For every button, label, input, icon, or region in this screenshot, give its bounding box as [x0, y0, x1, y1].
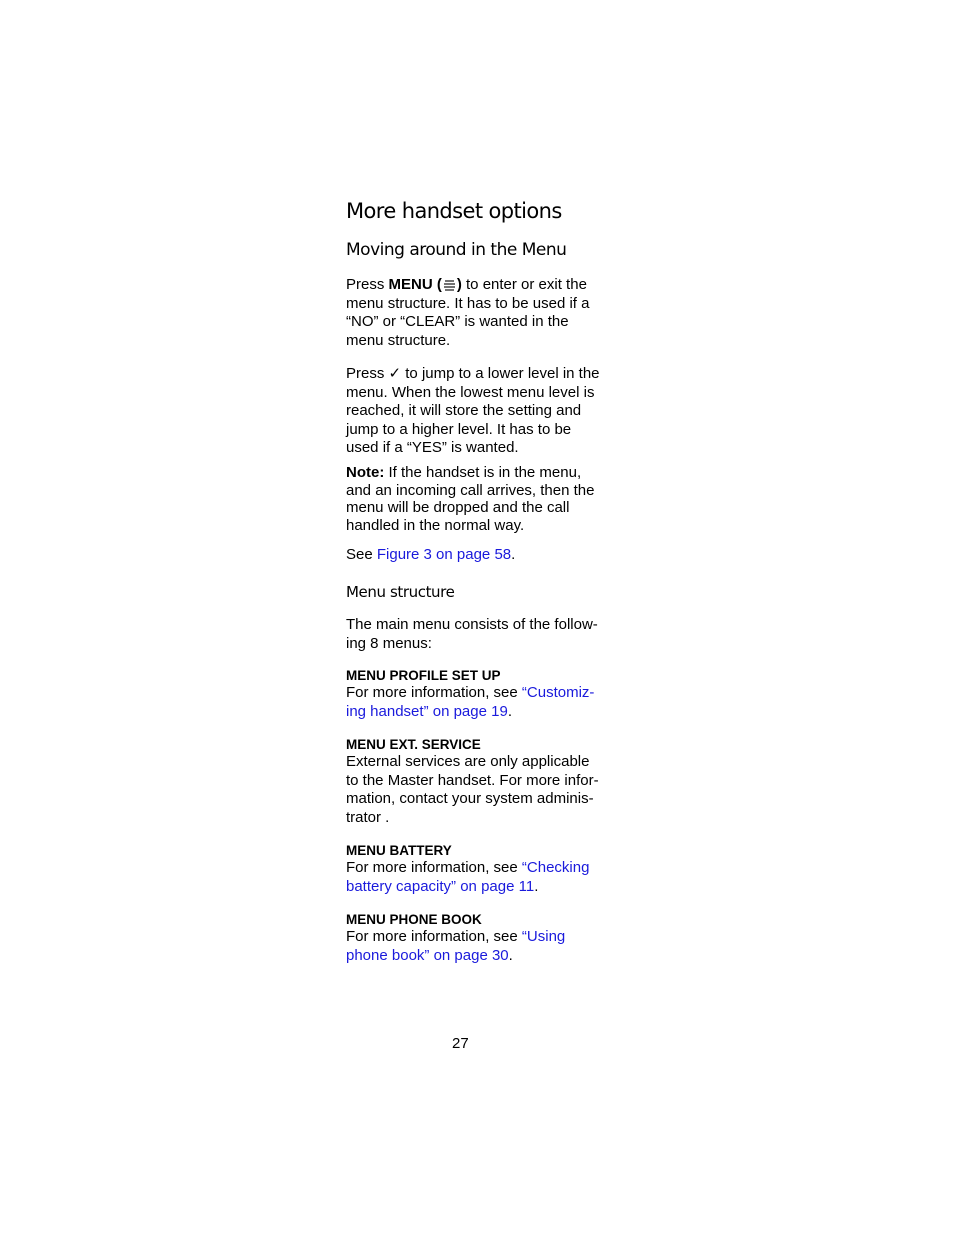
- check-icon: ✓: [388, 365, 402, 382]
- text-line: Note: If the handset is in the menu,: [346, 464, 582, 481]
- text-line: menu structure.: [346, 331, 451, 349]
- text-line: ing handset” on page 19.: [346, 702, 512, 720]
- menu-battery-label: MENU BATTERY: [346, 843, 452, 858]
- menu-ext-text: [346, 753, 616, 827]
- text-line: trator .: [346, 808, 390, 826]
- text-line: reached, it will store the setting and: [346, 402, 582, 420]
- page-title: More handset options: [346, 199, 562, 223]
- text-line: For more information, see “Customiz-: [346, 684, 595, 701]
- text-line: For more information, see “Checking: [346, 859, 590, 876]
- phonebook-link[interactable]: “Using: [521, 928, 566, 945]
- text-line: The main menu consists of the follow-: [346, 616, 598, 633]
- text-line: Press ✓ to jump to a lower level in the: [346, 365, 600, 382]
- text-line: “NO” or “CLEAR” is wanted in the: [346, 313, 569, 331]
- text-line: mation, contact your system adminis-: [346, 790, 594, 808]
- battery-link[interactable]: battery capacity” on page 11: [346, 877, 535, 895]
- text-line: jump to a higher level. It has to be: [346, 420, 572, 438]
- text-line: ing 8 menus:: [346, 634, 432, 652]
- text-line: menu. When the lowest menu level is: [346, 383, 595, 401]
- text-line: See Figure 3 on page 58.: [346, 546, 516, 563]
- text-line: to the Master handset. For more infor-: [346, 771, 599, 789]
- customizing-link[interactable]: “Customiz-: [521, 684, 595, 701]
- text-line: For more information, see “Using: [346, 928, 566, 945]
- see-figure-paragraph: [346, 546, 616, 565]
- text-line: phone book” on page 30.: [346, 946, 513, 964]
- menu-ext-label: MENU EXT. SERVICE: [346, 737, 481, 752]
- paragraph-menu-key: [346, 276, 616, 350]
- text-line: used if a “YES” is wanted.: [346, 439, 519, 457]
- menu-icon: [443, 278, 456, 291]
- menu-profile-label: MENU PROFILE SET UP: [346, 668, 501, 683]
- text-line: External services are only applicable: [346, 753, 590, 770]
- note-label: Note:: [346, 464, 385, 481]
- subsection-heading: Menu structure: [346, 583, 455, 601]
- text-line: handled in the normal way.: [346, 516, 525, 534]
- section-heading: Moving around in the Menu: [346, 240, 567, 260]
- battery-link[interactable]: “Checking: [521, 859, 590, 876]
- text-line: and an incoming call arrives, then the: [346, 481, 595, 499]
- customizing-link[interactable]: ing handset” on page 19: [346, 702, 508, 720]
- figure-link[interactable]: Figure 3 on page 58: [376, 546, 512, 563]
- text-line: menu will be dropped and the call: [346, 499, 570, 517]
- paragraph-check-key: [346, 365, 616, 458]
- menu-key-label: MENU ( ): [388, 276, 462, 293]
- structure-intro: [346, 616, 616, 653]
- text-line: battery capacity” on page 11.: [346, 877, 539, 895]
- menu-phonebook-label: MENU PHONE BOOK: [346, 912, 482, 927]
- menu-profile-text: [346, 684, 616, 721]
- text-line: Press MENU ( ) to enter or exit the: [346, 276, 587, 293]
- note-paragraph: [346, 464, 616, 534]
- text-line: menu structure. It has to be used if a: [346, 294, 590, 312]
- menu-phonebook-text: [346, 928, 616, 965]
- page-number: 27: [452, 1035, 469, 1052]
- phonebook-link[interactable]: phone book” on page 30: [346, 946, 509, 964]
- menu-battery-text: [346, 859, 616, 896]
